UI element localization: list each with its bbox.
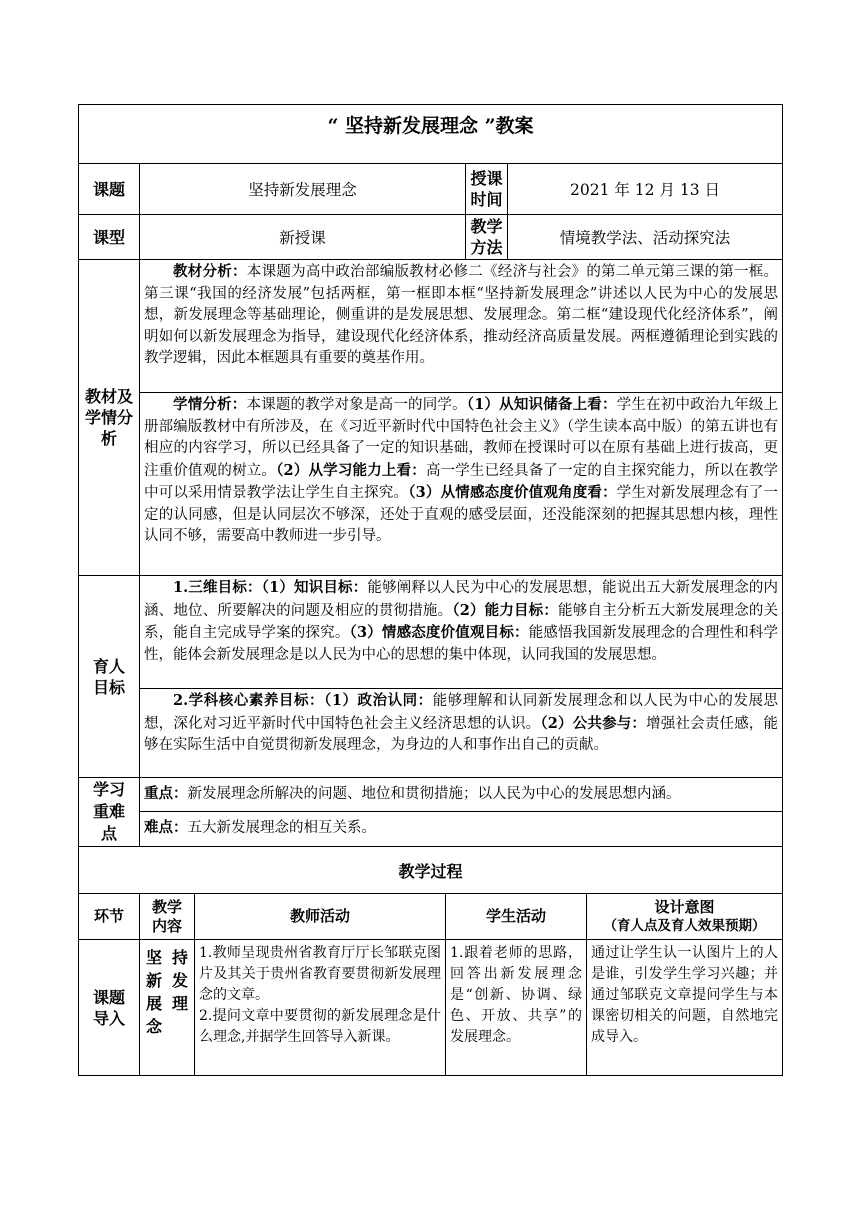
row-content: 坚持新发展理念 [140,940,195,1076]
student-analysis-text: 学生在初中政治九年级上册部编版教材中有所涉及，在《习近平新时代中国特色社会主义》（学生读本高中版）的第五讲也有相应的内容学习，所以已经具备了一定的知识基础，教师在授课时可以在原有基础上进行拔高，更注重价值观的树立。 [144,397,779,479]
teacher-activity-item: 2.提问文章中要贯彻的新发展理念是什么理念,并据学生回答导入新课。 [199,1008,441,1045]
goal-heading: 1.三维目标： [173,579,262,596]
goal-text: 能够理解和认同新发展理念和以人民为中心的发展思想，深化对习近平新时代中国特色社会主义经济思想的认识。 [144,693,779,732]
col-header-stage: 环节 [79,894,140,940]
lesson-plan-table [78,104,783,1076]
col-header-design-sub: （育人点及育人效果预期） [603,917,766,934]
goal-subhead: （3）情感态度价值观目标： [349,624,529,641]
col-header-design [587,894,783,940]
page-title: “ 坚持新发展理念 ”教案 [79,105,783,164]
key-point-body: 新发展理念所解决的问题、地位和贯彻措施；以人民为中心的发展思想内涵。 [187,785,681,802]
student-analysis-text: 学生对新发展理念有了一定的认同感，但是认同层次不够深，还处于直观的感受层面，还没能深刻的把握其思想内核，理性认同不够，需要高中教师进一步引导。 [144,485,779,544]
method-label: 教学方法 [466,215,508,260]
textbook-analysis [140,260,783,393]
type-value: 新授课 [140,215,466,260]
goal-text: 增强社会责任感，能够在实际生活中自觉贯彻新发展理念，为身边的人和事作出自己的贡献。 [144,715,779,753]
goal-text: 能够阐释以人民为中心的发展思想，能说出五大新发展理念的内涵、地位、所要解决的问题及相应的贯彻措施。 [144,580,779,619]
course-value: 坚持新发展理念 [140,164,466,215]
course-label: 课题 [79,164,140,215]
col-header-content: 教学内容 [140,894,195,940]
goals-label: 育人目标 [79,576,140,778]
goal-heading: 2.学科核心素养目标： [173,692,325,709]
student-analysis-text: 高一学生已经具备了一定的自主探究能力，所以在教学中可以采用情景教学法让学生自主探究。 [144,462,779,501]
student-analysis-subhead: （2）从学习能力上看： [276,461,426,479]
process-title: 教学过程 [79,847,783,894]
col-header-student: 学生活动 [446,894,587,940]
col-header-design-title: 设计意图 [654,897,715,916]
keypoints-label: 学习重难点 [79,778,140,847]
student-analysis-subhead: （1）从知识储备上看： [466,396,617,413]
row-design-intent: 通过让学生认一认图片上的人是谁，引发学生学习兴趣；并通过邹联克文章提问学生与本课密切相关的问题，自然地完成导入。 [587,940,783,1076]
goal-subhead: （2）能力目标： [452,601,559,619]
row-student-activity: 1.跟着老师的思路，回答出新发展理念是“创新、协调、绿色、开放、共享”的发展理念。 [446,940,587,1076]
textbook-analysis-head: 教材分析： [173,263,247,280]
goal-three-dimensional [140,576,783,689]
student-analysis-head: 学情分析： [173,396,247,413]
student-analysis-text: 本课题的教学对象是高一的同学。 [246,397,467,413]
key-point-head: 重点： [144,784,188,802]
goal-subhead: （1）政治认同： [324,692,433,709]
row-teacher-activity [195,940,446,1076]
type-label: 课型 [79,215,140,260]
time-value: 2021 年 12 月 13 日 [508,164,783,215]
goal-text: 能感悟我国新发展理念的合理性和科学性，能体会新发展理念是以人民为中心的思想的集中体现，认同我国的发展思想。 [144,625,779,663]
col-header-teacher: 教师活动 [195,894,446,940]
textbook-analysis-body: 本课题为高中政治部编版教材必修二《经济与社会》的第二单元第三课的第一框。第三课“我国的经济发展”包括两框，第一框即本框“坚持新发展理念”讲述以人民为中心的发展思想，新发展理念等基础理论，侧重讲的是发展思想、发展理念。第二框“建设现代化经济体系”，阐明如何以新发展理念为指导，建设现代化经济体系，推动经济高质量发展。两框遵循理论到实践的教学逻辑，因此本框题具有重要的奠基作用。 [144,264,779,366]
student-analysis [140,393,783,576]
difficult-point-body: 五大新发展理念的相互关系。 [187,820,376,837]
analysis-label: 教材及学情分析 [79,260,140,576]
difficult-point [140,812,783,847]
key-point [140,778,783,812]
goal-core-literacy [140,689,783,778]
time-label: 授课时间 [466,164,508,215]
student-analysis-subhead: （3）从情感态度价值观角度看： [408,484,617,501]
goal-subhead: （1）知识目标： [261,579,368,596]
method-value: 情境教学法、活动探究法 [508,215,783,260]
lesson-plan [78,104,782,1076]
goal-subhead: （2）公共参与： [540,714,647,732]
teacher-activity-item: 1.教师呈现贵州省教育厅厅长邹联克图片及其关于贵州省教育要贯彻新发展理念的文章。 [199,945,441,1003]
goal-text: 能够自主分析五大新发展理念的关系，能自主完成导学案的探究。 [144,602,779,641]
row-stage: 课题导入 [79,940,140,1076]
difficult-point-head: 难点： [144,819,188,837]
